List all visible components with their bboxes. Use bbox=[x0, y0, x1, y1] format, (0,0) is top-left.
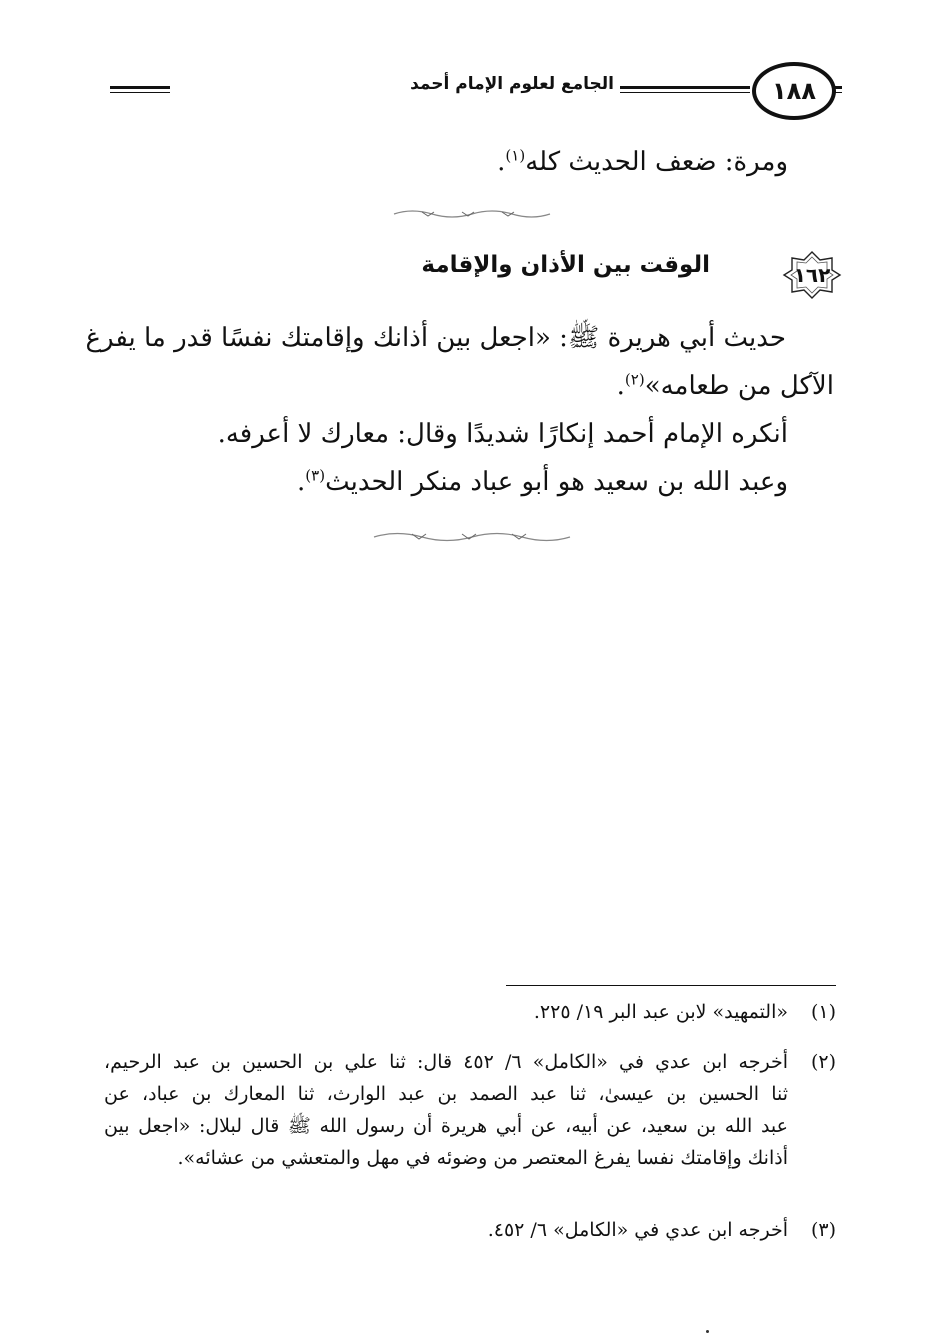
hadith-number: ١٦٢ bbox=[793, 263, 831, 287]
text-line-content: ومرة: ضعف الحديث كله bbox=[525, 147, 788, 177]
section-title: الوقت بين الأذان والإقامة bbox=[421, 252, 710, 278]
text-line-content: وعبد الله بن سعيد هو أبو عباد منكر الحديث bbox=[325, 467, 788, 497]
footnote-ref: (١) bbox=[505, 146, 526, 165]
footnote-number: (١) bbox=[810, 1001, 836, 1023]
text-line-end: . bbox=[497, 147, 506, 177]
footnote-separator bbox=[506, 985, 836, 986]
text-line bbox=[617, 366, 834, 406]
footnote bbox=[104, 1214, 836, 1246]
running-title: الجامع لعلوم الإمام أحمد bbox=[410, 74, 614, 94]
footnote-line: أخرجه ابن عدي في «الكامل» ٦/ ٤٥٢. bbox=[487, 1219, 788, 1241]
footnote-number: (٢) bbox=[810, 1051, 836, 1073]
footnote-line: «التمهيد» لابن عبد البر ١٩/ ٢٢٥. bbox=[533, 1001, 788, 1023]
footnote-line: أخرجه ابن عدي في «الكامل» ٦/ ٤٥٢ قال: ثنا علي بن الحسين بن عبد الرحيم، bbox=[104, 1051, 788, 1073]
text-line: أنكره الإمام أحمد إنكارًا شديدًا وقال: معارك لا أعرفه. bbox=[217, 419, 788, 449]
text-line: حديث أبي هريرة ﷺ: «اجعل بين أذانك وإقامتك نفسًا قدر ما يفرغ bbox=[85, 323, 786, 353]
footnote bbox=[104, 996, 836, 1028]
running-header bbox=[110, 62, 838, 124]
footnote-ref: (٣) bbox=[305, 466, 326, 485]
text-line-end: . bbox=[616, 371, 625, 401]
page-number: ١٨٨ bbox=[772, 77, 816, 105]
text-line bbox=[497, 142, 788, 182]
print-speck bbox=[706, 1330, 709, 1333]
header-rule bbox=[110, 86, 170, 93]
footnote-line: ثنا الحسين بن عيسىٰ، ثنا عبد الصمد بن عبد الوارث، ثنا المعارك بن عباد، عن bbox=[104, 1083, 788, 1105]
page-number-badge bbox=[752, 62, 836, 120]
footnote bbox=[104, 1046, 836, 1174]
text-line bbox=[297, 462, 788, 502]
hadith-number-badge bbox=[782, 250, 842, 300]
text-line-end: . bbox=[297, 467, 306, 497]
text-line-content: الآكل من طعامه» bbox=[644, 371, 834, 401]
footnote-ref: (٢) bbox=[624, 370, 645, 389]
ornament-divider bbox=[392, 208, 552, 220]
footnote-line: عبد الله بن سعيد، عن أبيه، عن أبي هريرة أن رسول الله ﷺ قال لبلال: «اجعل بين bbox=[104, 1115, 788, 1137]
ornament-divider bbox=[372, 530, 572, 542]
footnote-line: أذانك وإقامتك نفسا يفرغ المعتصر من وضوئه في مهل والمتعشي من عشائه». bbox=[177, 1147, 788, 1169]
header-rule bbox=[620, 86, 750, 93]
footnote-number: (٣) bbox=[810, 1219, 836, 1241]
